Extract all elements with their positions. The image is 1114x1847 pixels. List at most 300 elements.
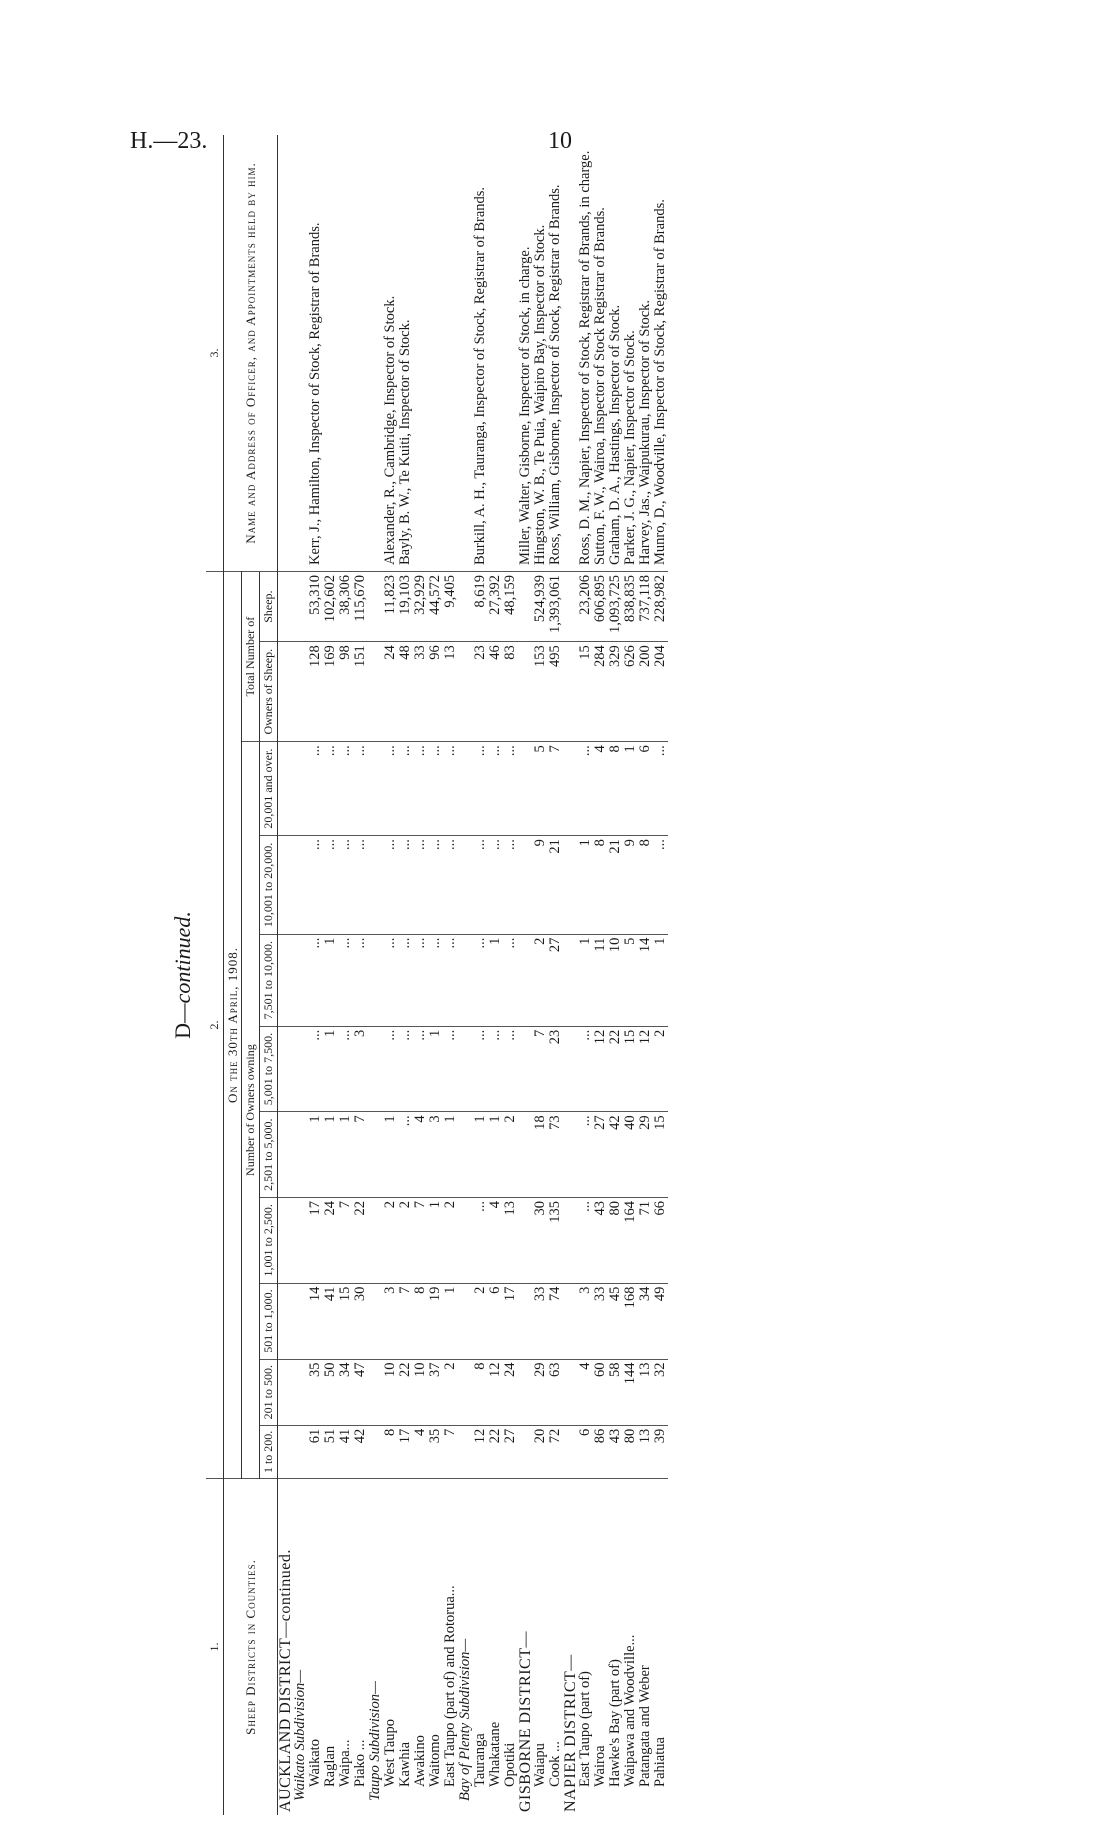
owners-count: 61 xyxy=(308,1425,323,1478)
empty-cell xyxy=(368,742,383,836)
total-owners: 96 xyxy=(428,642,443,742)
county-name: Waipawa and Woodville... xyxy=(622,1634,638,1787)
empty-cell xyxy=(293,1359,308,1425)
empty-cell xyxy=(368,1283,383,1359)
table-title xyxy=(170,135,196,1815)
owners-count: 58 xyxy=(608,1359,623,1425)
owners-count: ... xyxy=(578,1198,593,1284)
owners-count: 74 xyxy=(548,1283,563,1359)
empty-cell xyxy=(278,1112,294,1198)
total-sheep: 115,670 xyxy=(353,572,368,642)
owners-count: 22 xyxy=(488,1425,503,1478)
owners-count: 1 xyxy=(323,1112,338,1198)
owners-count: ... xyxy=(398,836,413,935)
owners-count: ... xyxy=(428,934,443,1026)
owners-count: 1 xyxy=(578,934,593,1026)
owners-count: 17 xyxy=(503,1283,518,1359)
subdivision-row xyxy=(458,135,473,1815)
total-owners: 204 xyxy=(653,642,668,742)
empty-cell xyxy=(278,1359,294,1425)
owners-count: ... xyxy=(653,742,668,836)
total-sheep: 53,310 xyxy=(308,572,323,642)
owners-count: 35 xyxy=(428,1425,443,1478)
header-code: H.—23. xyxy=(130,128,208,154)
empty-cell xyxy=(458,1359,473,1425)
county-name: Raglan xyxy=(322,1745,338,1787)
owners-count: 8 xyxy=(413,1283,428,1359)
total-sheep: 1,093,725 xyxy=(608,572,623,642)
empty-cell xyxy=(518,572,533,642)
owners-count: 37 xyxy=(428,1359,443,1425)
county-name: Pahiatua xyxy=(652,1737,668,1787)
range-header: 5,001 to 7,500. xyxy=(260,1026,278,1112)
total-owners: 626 xyxy=(623,642,638,742)
table-row xyxy=(383,135,398,1815)
owners-count: 3 xyxy=(578,1283,593,1359)
owners-count: 4 xyxy=(593,742,608,836)
owners-count: 73 xyxy=(548,1112,563,1198)
total-owners: 48 xyxy=(398,642,413,742)
county-name: Whakatane xyxy=(487,1721,503,1787)
owners-count: 12 xyxy=(488,1359,503,1425)
empty-cell xyxy=(458,1283,473,1359)
owners-count: 41 xyxy=(338,1425,353,1478)
owners-count: 7 xyxy=(413,1198,428,1284)
owners-count: 1 xyxy=(473,1112,488,1198)
owners-count: 144 xyxy=(623,1359,638,1425)
empty-cell xyxy=(368,1198,383,1284)
total-sheep: 838,835 xyxy=(623,572,638,642)
empty-cell xyxy=(278,1425,294,1478)
empty-cell xyxy=(278,572,294,642)
empty-cell xyxy=(293,934,308,1026)
range-header: 20,001 and over. xyxy=(260,742,278,836)
empty-cell xyxy=(563,1112,578,1198)
range-header: 2,501 to 5,000. xyxy=(260,1112,278,1198)
owners-count: ... xyxy=(413,1026,428,1112)
owners-count: 47 xyxy=(353,1359,368,1425)
owners-count: 17 xyxy=(398,1425,413,1478)
empty-cell xyxy=(278,642,294,742)
empty-cell xyxy=(458,742,473,836)
owners-count: 42 xyxy=(353,1425,368,1478)
county-name: Waipa... xyxy=(337,1739,353,1787)
owners-count: 50 xyxy=(323,1359,338,1425)
owners-count: 80 xyxy=(623,1425,638,1478)
owners-count: 86 xyxy=(593,1425,608,1478)
empty-cell xyxy=(458,135,473,572)
officer-entry: Ross, William, Gisborne, Inspector of Stock, Registrar of Brands. xyxy=(547,184,563,565)
owners-count: 22 xyxy=(353,1198,368,1284)
owners-count: ... xyxy=(383,836,398,935)
county-name: Hawke's Bay (part of) xyxy=(607,1659,623,1787)
owners-count: 11 xyxy=(593,934,608,1026)
owners-count: ... xyxy=(443,934,458,1026)
owners-count: 1 xyxy=(323,934,338,1026)
empty-cell xyxy=(368,1425,383,1478)
officer-entry: Hingston, W. B., Te Puia, Waipiro Bay, Inspector of Stock. xyxy=(532,224,548,565)
owners-count: 168 xyxy=(623,1283,638,1359)
owners-count: 1 xyxy=(323,1026,338,1112)
owners-count: ... xyxy=(503,742,518,836)
total-owners: 83 xyxy=(503,642,518,742)
owners-count: 43 xyxy=(608,1425,623,1478)
empty-cell xyxy=(518,1026,533,1112)
owners-count: 15 xyxy=(623,1026,638,1112)
owners-count: ... xyxy=(488,1026,503,1112)
owners-count: 41 xyxy=(323,1283,338,1359)
total-owners: 153 xyxy=(533,642,548,742)
title-continued: —continued. xyxy=(170,911,195,1023)
owners-count: 13 xyxy=(503,1198,518,1284)
empty-cell xyxy=(293,1198,308,1284)
table-row xyxy=(578,135,593,1815)
officer-entry: Graham, D. A., Hastings, Inspector of Stock. xyxy=(607,304,623,565)
owners-count: 1 xyxy=(443,1283,458,1359)
owners-count: ... xyxy=(443,742,458,836)
owners-count: ... xyxy=(503,1026,518,1112)
owners-count: 24 xyxy=(503,1359,518,1425)
owners-count: ... xyxy=(398,742,413,836)
owners-count: 2 xyxy=(533,934,548,1026)
total-owners: 169 xyxy=(323,642,338,742)
owners-count: 18 xyxy=(533,1112,548,1198)
total-sheep: 606,895 xyxy=(593,572,608,642)
total-owners: 23 xyxy=(473,642,488,742)
district-row xyxy=(563,135,578,1815)
owners-count: 30 xyxy=(533,1198,548,1284)
owners-count: 22 xyxy=(608,1026,623,1112)
owners-count: 14 xyxy=(308,1283,323,1359)
empty-cell xyxy=(563,836,578,935)
empty-cell xyxy=(293,1112,308,1198)
section-label: Taupo Subdivision— xyxy=(367,1681,383,1801)
owners-count: 12 xyxy=(593,1026,608,1112)
owners-count: ... xyxy=(488,836,503,935)
section-label: NAPIER DISTRICT— xyxy=(562,1654,579,1812)
total-owners: 495 xyxy=(548,642,563,742)
owners-count: ... xyxy=(308,742,323,836)
owners-count: 7 xyxy=(353,1112,368,1198)
col1-num: 1. xyxy=(206,1479,224,1816)
owners-count: 27 xyxy=(503,1425,518,1478)
officer-entry: Alexander, R., Cambridge, Inspector of Stock. xyxy=(382,295,398,565)
county-name: Cook ... xyxy=(547,1741,563,1787)
section-label: Bay of Plenty Subdivision— xyxy=(457,1638,473,1801)
empty-cell xyxy=(563,642,578,742)
owners-count: 164 xyxy=(623,1198,638,1284)
owners-count: 10 xyxy=(608,934,623,1026)
subdivision-row xyxy=(368,135,383,1815)
owners-count: 15 xyxy=(653,1112,668,1198)
empty-cell xyxy=(518,1198,533,1284)
empty-cell xyxy=(278,135,294,572)
owners-count: 7 xyxy=(548,742,563,836)
empty-cell xyxy=(278,1026,294,1112)
owners-count: 66 xyxy=(653,1198,668,1284)
owners-count: ... xyxy=(473,742,488,836)
empty-cell xyxy=(563,742,578,836)
total-sheep: 524,939 xyxy=(533,572,548,642)
owners-count: 12 xyxy=(638,1026,653,1112)
owners-count: 40 xyxy=(623,1112,638,1198)
owners-count: 29 xyxy=(533,1359,548,1425)
owners-count: 39 xyxy=(653,1425,668,1478)
owners-count: 7 xyxy=(398,1283,413,1359)
empty-cell xyxy=(563,1026,578,1112)
empty-cell xyxy=(518,742,533,836)
county-name: Opotiki xyxy=(502,1742,518,1787)
empty-cell xyxy=(278,742,294,836)
owners-count: ... xyxy=(323,836,338,935)
total-sheep: 44,572 xyxy=(428,572,443,642)
officer-cell xyxy=(548,135,563,572)
owners-count: 14 xyxy=(638,934,653,1026)
empty-cell xyxy=(293,572,308,642)
owners-count: 20 xyxy=(533,1425,548,1478)
empty-cell xyxy=(293,1026,308,1112)
total-owners: 15 xyxy=(578,642,593,742)
range-header: 1 to 200. xyxy=(260,1425,278,1478)
total-sheep: 19,103 xyxy=(398,572,413,642)
page-number: 10 xyxy=(548,128,572,154)
empty-cell xyxy=(458,642,473,742)
owners-count: 13 xyxy=(638,1359,653,1425)
owners-count: 6 xyxy=(638,742,653,836)
officer-cell xyxy=(578,135,608,572)
range-header: 1,001 to 2,500. xyxy=(260,1198,278,1284)
county-name: Tauranga xyxy=(472,1733,488,1787)
table-row xyxy=(608,135,623,1815)
empty-cell xyxy=(278,1283,294,1359)
owners-count: ... xyxy=(383,1026,398,1112)
empty-cell xyxy=(278,934,294,1026)
owners-count: ... xyxy=(578,1026,593,1112)
owners-count: 12 xyxy=(473,1425,488,1478)
owners-count: ... xyxy=(428,742,443,836)
owners-count: 6 xyxy=(488,1283,503,1359)
total-sheep: 737,118 xyxy=(638,572,653,642)
owners-count: 2 xyxy=(398,1198,413,1284)
total-sheep: 11,823 xyxy=(383,572,398,642)
total-sheep: 8,619 xyxy=(473,572,488,642)
owners-count: ... xyxy=(353,742,368,836)
officer-cell xyxy=(383,135,458,572)
empty-cell xyxy=(458,1026,473,1112)
empty-cell xyxy=(518,1425,533,1478)
total-owners: 284 xyxy=(593,642,608,742)
owners-count: 5 xyxy=(623,934,638,1026)
county-name: Piako ... xyxy=(352,1739,368,1787)
empty-cell xyxy=(458,1198,473,1284)
empty-cell xyxy=(518,1359,533,1425)
owners-count: 19 xyxy=(428,1283,443,1359)
owners-count: 2 xyxy=(473,1283,488,1359)
empty-cell xyxy=(293,642,308,742)
owners-count: ... xyxy=(353,836,368,935)
owners-count: 2 xyxy=(503,1112,518,1198)
owners-count: 3 xyxy=(383,1283,398,1359)
owners-count: 49 xyxy=(653,1283,668,1359)
table-body xyxy=(278,135,669,1815)
owners-count: ... xyxy=(473,1198,488,1284)
sheep-header: Sheep. xyxy=(260,572,278,642)
empty-cell xyxy=(368,1112,383,1198)
owners-count: 4 xyxy=(578,1359,593,1425)
owners-count: 1 xyxy=(428,1198,443,1284)
owners-count: 13 xyxy=(638,1425,653,1478)
owners-count: ... xyxy=(443,1026,458,1112)
owners-count: ... xyxy=(413,934,428,1026)
empty-cell xyxy=(368,135,383,572)
owners-count: ... xyxy=(488,742,503,836)
empty-cell xyxy=(458,572,473,642)
owners-count: ... xyxy=(503,836,518,935)
empty-cell xyxy=(278,1198,294,1284)
county-name: Waiapu xyxy=(532,1743,548,1787)
owners-count: 2 xyxy=(383,1198,398,1284)
owners-group-header: Number of Owners owning xyxy=(242,742,260,1479)
owners-count: 24 xyxy=(323,1198,338,1284)
owners-count: 135 xyxy=(548,1198,563,1284)
range-header: 501 to 1,000. xyxy=(260,1283,278,1359)
owners-count: 27 xyxy=(593,1112,608,1198)
col3-label: Name and Address of Officer, and Appointments held by him. xyxy=(224,135,278,572)
owners-count: 43 xyxy=(593,1198,608,1284)
empty-cell xyxy=(518,1283,533,1359)
owners-count: 1 xyxy=(488,934,503,1026)
rotated-table-block xyxy=(170,135,1000,1815)
officer-entry: Burkill, A. H., Tauranga, Inspector of Stock, Registrar of Brands. xyxy=(472,186,488,565)
sheep-table xyxy=(206,135,668,1815)
officer-entry: Munro, D., Woodville, Inspector of Stock, Registrar of Brands. xyxy=(652,199,668,565)
owners-count: 1 xyxy=(428,1026,443,1112)
range-header: 201 to 500. xyxy=(260,1359,278,1425)
officer-entry: Sutton, F. W., Wairoa, Inspector of Stock Registrar of Brands. xyxy=(592,207,608,565)
owners-count: 72 xyxy=(548,1425,563,1478)
empty-cell xyxy=(293,742,308,836)
col2-label: On the 30th April, 1908. xyxy=(224,572,242,1479)
total-owners: 98 xyxy=(338,642,353,742)
owners-count: 35 xyxy=(308,1359,323,1425)
officer-entry: Ross, D. M., Napier, Inspector of Stock, Registrar of Brands, in charge. xyxy=(577,150,593,565)
officer-cell xyxy=(518,135,548,572)
empty-cell xyxy=(458,836,473,935)
owners-count: 2 xyxy=(653,1026,668,1112)
officer-cell xyxy=(308,135,368,572)
owners-count: 2 xyxy=(443,1198,458,1284)
officer-cell xyxy=(608,135,668,572)
owners-count: 51 xyxy=(323,1425,338,1478)
section-label: AUCKLAND DISTRICT—continued. xyxy=(277,1549,294,1812)
owners-count: 22 xyxy=(398,1359,413,1425)
owners-count: 1 xyxy=(623,742,638,836)
owners-count: ... xyxy=(338,742,353,836)
owners-count: ... xyxy=(338,1026,353,1112)
owners-count: 23 xyxy=(548,1026,563,1112)
owners-count: 17 xyxy=(308,1198,323,1284)
owners-count: 10 xyxy=(413,1359,428,1425)
empty-cell xyxy=(293,836,308,935)
owners-count: 3 xyxy=(353,1026,368,1112)
owners-count: 15 xyxy=(338,1283,353,1359)
owners-count: ... xyxy=(353,934,368,1026)
owners-count: 71 xyxy=(638,1198,653,1284)
col3-num: 3. xyxy=(206,135,224,572)
owners-count: 42 xyxy=(608,1112,623,1198)
owners-count: ... xyxy=(383,934,398,1026)
owners-count: 9 xyxy=(623,836,638,935)
total-owners: 151 xyxy=(353,642,368,742)
empty-cell xyxy=(563,1425,578,1478)
owners-count: 1 xyxy=(578,836,593,935)
section-label: GISBORNE DISTRICT— xyxy=(517,1630,534,1812)
officer-cell xyxy=(473,135,518,572)
owners-count: ... xyxy=(398,934,413,1026)
county-name: East Taupo (part of) xyxy=(577,1671,593,1787)
officer-entry: Miller, Walter, Gisborne, Inspector of Stock, in charge. xyxy=(517,246,533,565)
owners-count: ... xyxy=(578,742,593,836)
county-name: Awakino xyxy=(412,1735,428,1787)
owners-count: 1 xyxy=(443,1112,458,1198)
owners-count: ... xyxy=(398,1026,413,1112)
owners-count: 7 xyxy=(443,1425,458,1478)
county-name: Wairoa xyxy=(592,1745,608,1787)
owners-count: 29 xyxy=(638,1112,653,1198)
empty-cell xyxy=(368,572,383,642)
owners-count: 8 xyxy=(593,836,608,935)
empty-cell xyxy=(458,1112,473,1198)
total-owners: 13 xyxy=(443,642,458,742)
owners-count: 4 xyxy=(413,1112,428,1198)
table-row xyxy=(473,135,488,1815)
owners-count: 9 xyxy=(533,836,548,935)
owners-count: 34 xyxy=(338,1359,353,1425)
total-sheep: 9,405 xyxy=(443,572,458,642)
county-name: Waitomo xyxy=(427,1734,443,1787)
range-header: 7,501 to 10,000. xyxy=(260,934,278,1026)
total-sheep: 102,602 xyxy=(323,572,338,642)
owners-count: 3 xyxy=(428,1112,443,1198)
owners-count: 34 xyxy=(638,1283,653,1359)
total-owners: 329 xyxy=(608,642,623,742)
owners-count: 1 xyxy=(383,1112,398,1198)
owners-count: ... xyxy=(338,836,353,935)
table-row xyxy=(548,135,563,1815)
empty-cell xyxy=(293,1283,308,1359)
total-sheep: 48,159 xyxy=(503,572,518,642)
total-owners: 200 xyxy=(638,642,653,742)
empty-cell xyxy=(278,836,294,935)
empty-cell xyxy=(518,1112,533,1198)
owners-count: 4 xyxy=(488,1198,503,1284)
owners-count: 63 xyxy=(548,1359,563,1425)
total-owners: 128 xyxy=(308,642,323,742)
officer-entry: Kerr, J., Hamilton, Inspector of Stock, Registrar of Brands. xyxy=(307,222,323,565)
owners-count: ... xyxy=(398,1112,413,1198)
total-sheep: 23,206 xyxy=(578,572,593,642)
total-owners: 33 xyxy=(413,642,428,742)
empty-cell xyxy=(368,836,383,935)
owners-count: 8 xyxy=(608,742,623,836)
owners-count: 21 xyxy=(548,836,563,935)
empty-cell xyxy=(368,642,383,742)
owners-count: 21 xyxy=(608,836,623,935)
owners-count: ... xyxy=(473,1026,488,1112)
owners-count: 30 xyxy=(353,1283,368,1359)
owners-count: ... xyxy=(428,836,443,935)
owners-count: 32 xyxy=(653,1359,668,1425)
